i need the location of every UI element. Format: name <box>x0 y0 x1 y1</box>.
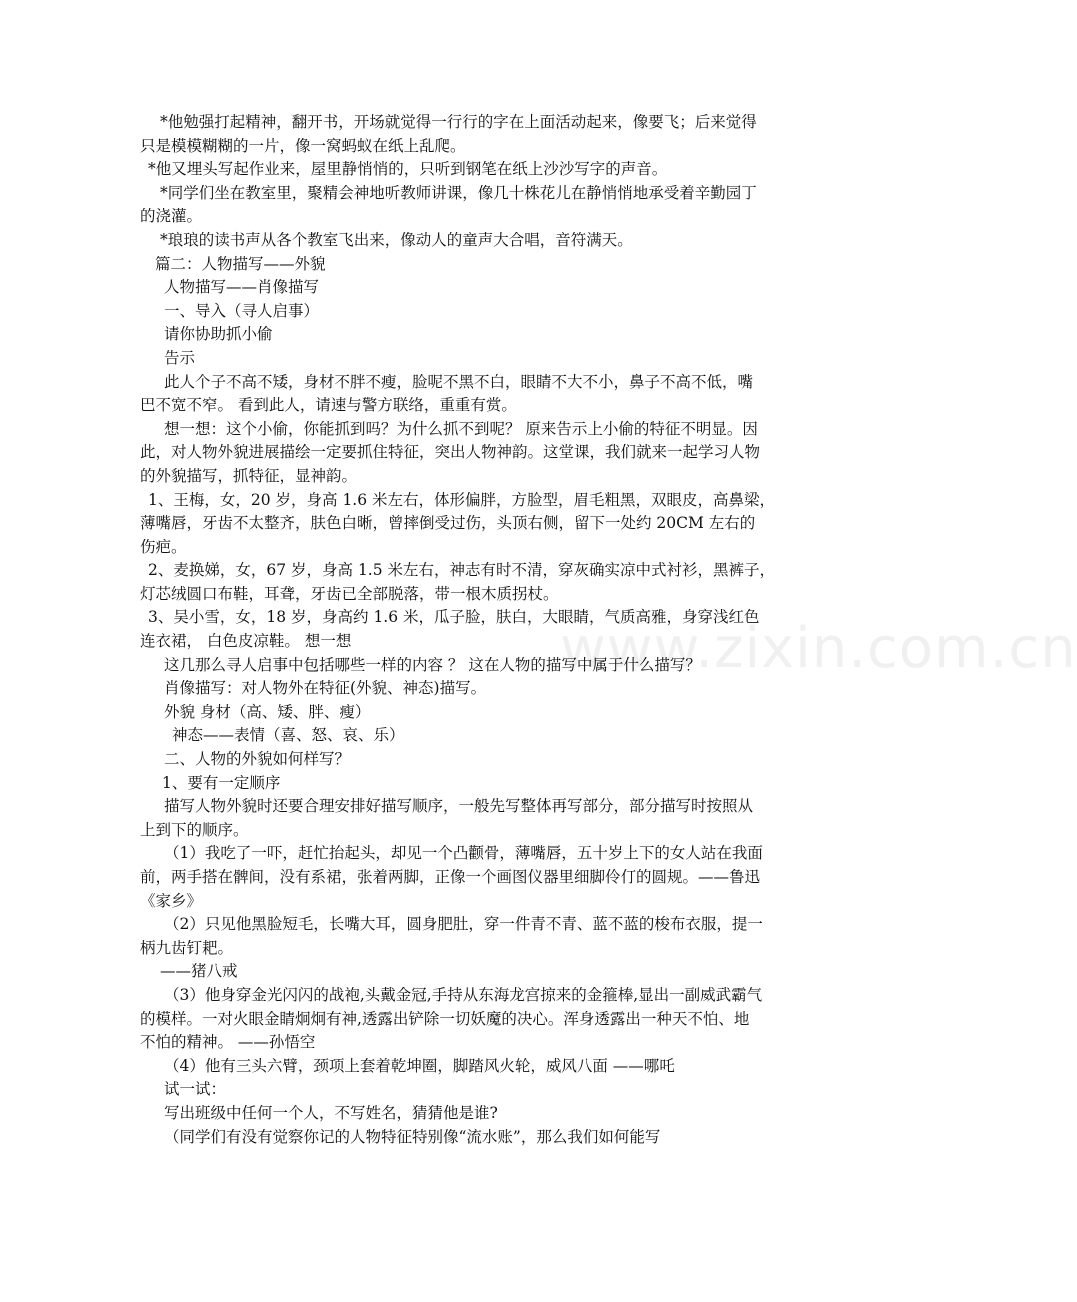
paragraph-line: 的外貌描写，抓特征，显神韵。 <box>140 466 358 485</box>
paragraph-line: 只是模模糊糊的一片，像一窝蚂蚁在纸上乱爬。 <box>140 136 466 155</box>
paragraph-line: 前，两手搭在髀间，没有系裙，张着两脚，正像一个画图仪器里细脚伶仃的圆规。——鲁迅 <box>140 868 761 886</box>
paragraph-line: 这几那么寻人启事中包括哪些一样的内容 ？ 这在人物的描写中属于什么描写？ <box>164 655 701 674</box>
paragraph-line: 二、人物的外貌如何样写？ <box>164 750 351 769</box>
paragraph-line: 一、导入（寻人启事） <box>164 301 320 320</box>
paragraph-line: 薄嘴唇，牙齿不太整齐，肤色白晰，曾摔倒受过伤，头顶右侧，留下一处约 20CM 左右的 <box>140 514 756 533</box>
document-body <box>0 111 920 1149</box>
paragraph-line: 此人个子不高不矮，身材不胖不瘦，脸呢不黑不白，眼睛不大不小，鼻子不高不低，嘴 <box>164 372 754 391</box>
paragraph-line: 外貌 身材（高、矮、胖、瘦） <box>164 702 371 721</box>
paragraph-line: 的浇灌。 <box>140 207 203 226</box>
paragraph-line: 3、吴小雪，女，18 岁，身高约 1.6 米，瓜子脸，肤白，大眼睛，气质高雅，身穿浅红色 <box>148 608 760 627</box>
paragraph-line: ——猪八戒 <box>160 962 238 981</box>
paragraph-line: 写出班级中任何一个人，不写姓名，猜猜他是谁? <box>164 1103 498 1122</box>
paragraph-line: 此，对人物外貌进展描绘一定要抓住特征，突出人物神韵。这堂课，我们就来一起学习人物 <box>140 443 761 462</box>
section-subheading: 人物描写——肖像描写 <box>164 278 320 297</box>
paragraph-line: *同学们坐在教室里，聚精会神地听教师讲课，像几十株花儿在静悄悄地承受着辛勤园丁 <box>160 183 757 202</box>
paragraph-line: 不怕的精神。 ——孙悟空 <box>140 1033 316 1052</box>
paragraph-line: （2）只见他黑脸短毛，长嘴大耳，圆身肥肚，穿一件青不青、蓝不蓝的梭布衣服，提一 <box>164 915 763 934</box>
paragraph-line: （4）他有三头六臂，颈项上套着乾坤圈，脚踏风火轮，威风八面 ——哪吒 <box>164 1056 675 1075</box>
paragraph-line: 柄九齿钉耙。 <box>140 938 234 957</box>
paragraph-line: *他勉强打起精神，翻开书，开场就觉得一行行的字在上面活动起来，像要飞；后来觉得 <box>160 113 757 131</box>
paragraph-line: 1、王梅，女，20 岁，身高 1.6 米左右，体形偏胖，方脸型，眉毛粗黑，双眼皮，高鼻梁， <box>148 490 776 509</box>
paragraph-line: 伤疤。 <box>140 537 187 556</box>
paragraph-line: （同学们有没有觉察你记的人物特征特别像“流水账”，那么我们如何能写 <box>164 1127 661 1146</box>
paragraph-line: 试一试： <box>164 1080 227 1099</box>
paragraph-line: 肖像描写：对人物外在特征(外貌、神态)描写。 <box>164 679 487 698</box>
paragraph-line: 连衣裙， 白色皮凉鞋。 想一想 <box>140 632 352 651</box>
paragraph-line: 2、麦换娣，女，67 岁，身高 1.5 米左右，神志有时不清，穿灰确实凉中式衬衫，黑裤子， <box>148 561 776 580</box>
paragraph-line: （1）我吃了一吓，赶忙抬起头，却见一个凸颧骨，薄嘴唇，五十岁上下的女人站在我面 <box>164 844 763 863</box>
paragraph-line: 灯芯绒圆口布鞋，耳聋，牙齿已全部脱落，带一根木质拐杖。 <box>140 584 559 603</box>
paragraph-line: 想一想：这个小偷，你能抓到吗？为什么抓不到呢？ 原来告示上小偷的特征不明显。因 <box>164 419 758 438</box>
paragraph-line: *琅琅的读书声从各个教室飞出来，像动人的童声大合唱，音符满天。 <box>160 230 633 249</box>
paragraph-line: 的模样。一对火眼金睛炯炯有神,透露出铲除一切妖魔的决心。浑身透露出一种天不怕、地 <box>140 1009 750 1028</box>
paragraph-line: *他又埋头写起作业来，屋里静悄悄的，只听到钢笔在纸上沙沙写字的声音。 <box>148 160 668 179</box>
paragraph-line: （3）他身穿金光闪闪的战袍,头戴金冠,手持从东海龙宫掠来的金箍棒,显出一副威武霸气 <box>164 985 763 1004</box>
paragraph-line: 告示 <box>164 348 196 367</box>
watermark: www.zixin.com.cn <box>560 616 1077 681</box>
paragraph-line: 请你协助抓小偷 <box>164 325 273 344</box>
paragraph-line: 巴不宽不窄。 看到此人，请速与警方联络，重重有赏。 <box>140 396 517 415</box>
paragraph-line: 上到下的顺序。 <box>140 820 249 839</box>
paragraph-line: 1、要有一定顺序 <box>162 773 281 792</box>
paragraph-line: 描写人物外貌时还要合理安排好描写顺序，一般先写整体再写部分，部分描写时按照从 <box>164 797 754 816</box>
paragraph-line: 《家乡》 <box>140 891 203 910</box>
section-heading: 篇二：人物描写——外貌 <box>155 254 326 273</box>
paragraph-line: 神态——表情（喜、怒、哀、乐） <box>172 726 405 745</box>
